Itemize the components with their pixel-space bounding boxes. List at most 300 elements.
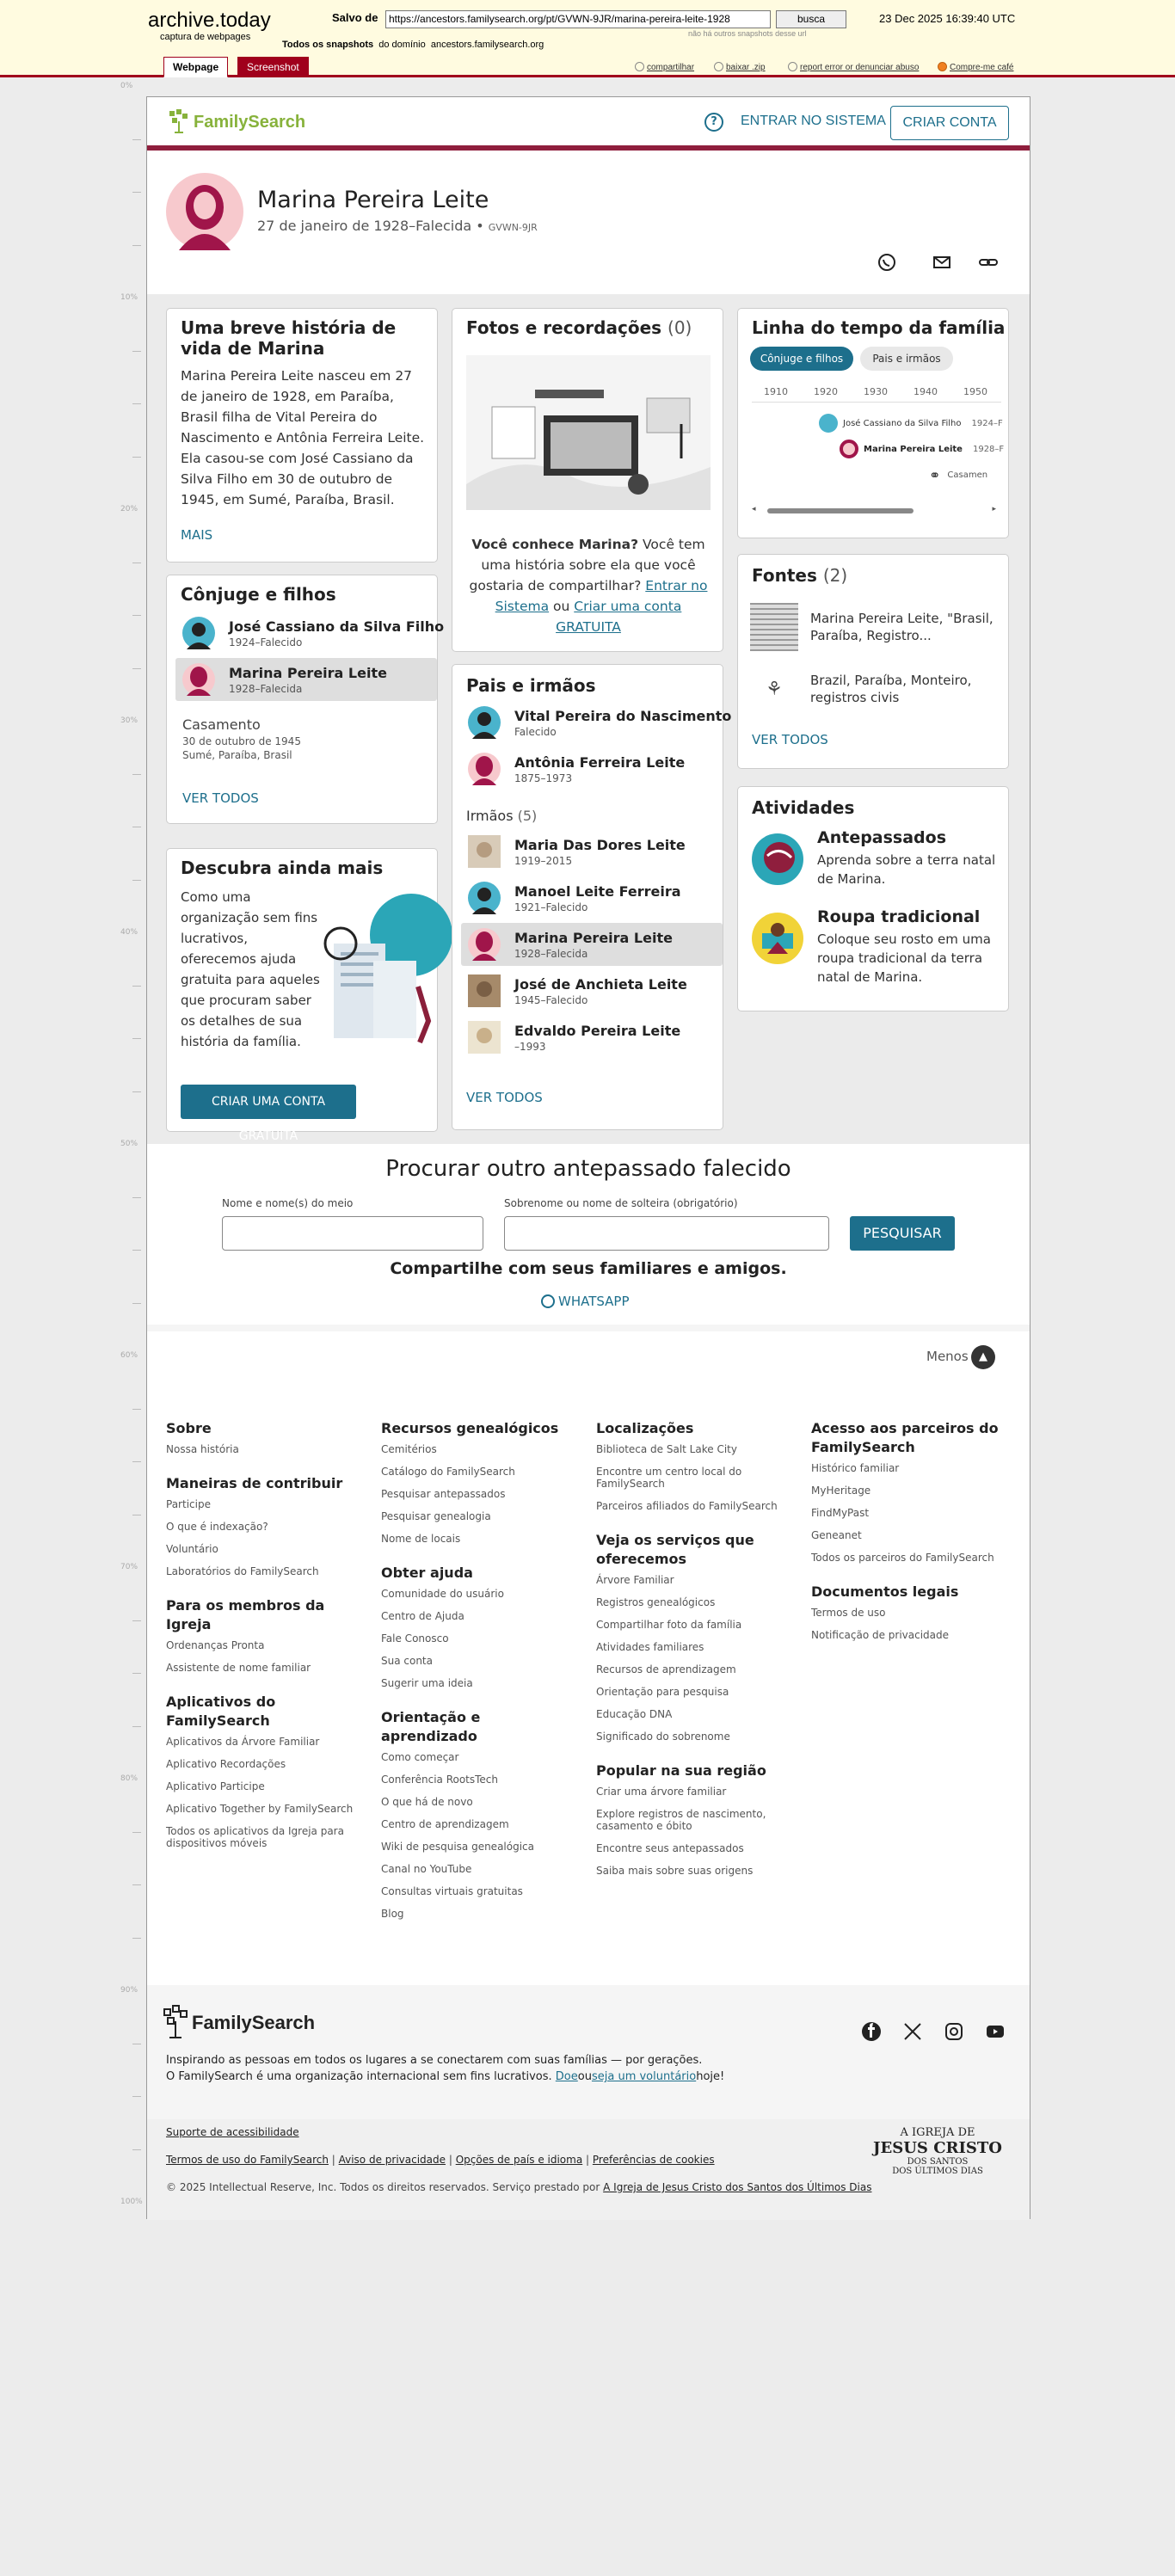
activity-desc: Coloque seu rosto em uma roupa tradicional da terra natal de Marina. <box>817 931 991 985</box>
footer-link[interactable]: Parceiros afiliados do FamilySearch <box>596 1500 778 1512</box>
photo-avatar <box>468 974 501 1007</box>
footer-link[interactable]: Wiki de pesquisa genealógica <box>381 1841 534 1853</box>
footer-nonprofit: O FamilySearch é uma organização internacional sem fins lucrativos. <box>166 2070 552 2083</box>
female-avatar-icon <box>840 440 858 458</box>
copyright-text: © 2025 Intellectual Reserve, Inc. Todos os direitos reservados. Serviço prestado por <box>166 2181 600 2193</box>
person-name: Marina Pereira Leite <box>257 187 489 213</box>
create-free-account-button[interactable]: CRIAR UMA CONTA GRATUITA <box>181 1085 356 1119</box>
all-snapshots-line <box>282 40 544 50</box>
footer-link[interactable]: O que há de novo <box>381 1796 473 1808</box>
photos-create-link[interactable]: Criar uma conta GRATUITA <box>556 599 682 635</box>
whatsapp-share-link[interactable] <box>541 1294 630 1309</box>
ruler-tick <box>132 1938 141 1939</box>
parent-row[interactable] <box>461 701 732 744</box>
ruler-label: 70% <box>120 1563 138 1571</box>
ruler-tick <box>132 1620 141 1621</box>
ruler-label: 80% <box>120 1774 138 1783</box>
family-tree-icon <box>168 109 190 135</box>
sibling-name: Manoel Leite Ferreira <box>514 882 681 900</box>
first-name-label: Nome e nome(s) do meio <box>222 1197 354 1209</box>
timeline-year: 1910 <box>764 386 788 397</box>
less-toggle-label[interactable]: Menos <box>926 1349 969 1364</box>
timeline-title: Linha do tempo da família <box>752 317 1006 338</box>
footer-link[interactable]: Todos os parceiros do FamilySearch <box>811 1552 994 1564</box>
ruler-tick <box>132 2149 141 2150</box>
footer-heading: Recursos genealógicos <box>381 1420 559 1436</box>
ruler-tick <box>132 668 141 669</box>
sibling-row[interactable] <box>461 1016 723 1059</box>
church-link[interactable]: A Igreja de Jesus Cristo dos Santos dos Últimos Dias <box>603 2181 872 2193</box>
ruler-label: 90% <box>120 1986 138 1995</box>
sources-card <box>737 554 1009 769</box>
ruler-label: 20% <box>120 505 138 513</box>
male-avatar-icon <box>819 414 838 433</box>
timeline-year: 1940 <box>914 386 938 397</box>
ruler-tick <box>132 1832 141 1833</box>
email-icon[interactable] <box>932 252 952 273</box>
footer-link[interactable]: Consultas virtuais gratuitas <box>381 1885 523 1897</box>
discover-more-card <box>166 848 438 1143</box>
person-id: GVWN-9JR <box>488 222 538 233</box>
tab-webpage[interactable]: Webpage <box>163 57 228 77</box>
ruler-tick <box>132 1461 141 1462</box>
photos-question: Você conhece Marina? <box>471 537 639 552</box>
spouse-title: Cônjuge e filhos <box>181 584 336 605</box>
activity-desc: Aprenda sobre a terra natal de Marina. <box>817 852 996 887</box>
footer-link[interactable]: Participe <box>166 1498 211 1510</box>
footer-link[interactable]: Nome de locais <box>381 1533 461 1545</box>
source-text: Marina Pereira Leite, "Brasil, Paraíba, Registro... <box>810 611 994 643</box>
footer-link[interactable]: Notificação de privacidade <box>811 1629 950 1641</box>
parents-siblings-card <box>452 664 732 1130</box>
ruler-tick <box>132 774 141 775</box>
parents-see-all-link[interactable]: VER TODOS <box>466 1090 543 1105</box>
sources-title-line <box>752 565 847 586</box>
footer-link[interactable]: Educação DNA <box>596 1708 673 1720</box>
footer-logo[interactable] <box>163 2006 315 2040</box>
search-button[interactable]: PESQUISAR <box>850 1216 955 1251</box>
create-account-button[interactable]: CRIAR CONTA <box>890 106 1009 140</box>
login-link[interactable]: ENTRAR NO SISTEMA <box>741 114 886 128</box>
footer-link[interactable]: Registros genealógicos <box>596 1596 716 1608</box>
footer-link[interactable]: Encontre seus antepassados <box>596 1842 744 1854</box>
footer-today: hoje! <box>696 2070 725 2083</box>
footer-link[interactable]: Recursos de aprendizagem <box>596 1663 736 1675</box>
chevron-up-icon[interactable]: ▲ <box>971 1345 995 1369</box>
footer-link[interactable]: Blog <box>381 1908 404 1920</box>
sibling-row-self[interactable] <box>461 923 723 966</box>
activity-item[interactable] <box>750 828 1000 888</box>
timeline-year: 1950 <box>963 386 987 397</box>
accessibility-link[interactable]: Suporte de acessibilidade <box>166 2126 299 2138</box>
familysearch-logo[interactable] <box>168 109 305 135</box>
footer-heading: Veja os serviços que oferecemos <box>596 1532 754 1567</box>
footer-link[interactable]: Saiba mais sobre suas origens <box>596 1865 754 1877</box>
ruler-label: 0% <box>120 82 133 90</box>
scroll-right-icon[interactable]: ▸ <box>992 505 996 513</box>
spouse-children-card <box>166 575 445 824</box>
footer-link[interactable]: Aplicativo Participe <box>166 1780 265 1792</box>
timeline-entry[interactable] <box>819 414 1003 433</box>
help-icon[interactable]: ? <box>704 113 723 132</box>
sources-title: Fontes <box>752 565 817 586</box>
footer-link[interactable]: Centro de Ajuda <box>381 1610 464 1622</box>
source-item[interactable] <box>750 665 1000 713</box>
more-link[interactable]: MAIS <box>181 527 213 543</box>
ruler-tick <box>132 139 141 140</box>
content-area <box>147 294 1030 1144</box>
activities-title: Atividades <box>752 797 855 818</box>
footer-link[interactable]: Aplicativo Together by FamilySearch <box>166 1803 354 1815</box>
life-story-card <box>166 308 438 563</box>
report-link-label: report error or denunciar abuso <box>800 63 920 72</box>
family-timeline-card <box>737 308 1009 538</box>
donate-link[interactable]: Doe <box>555 2070 578 2083</box>
ruler-tick <box>132 457 141 458</box>
footer-link[interactable]: Aplicativo Recordações <box>166 1758 286 1770</box>
activity-title: Antepassados <box>817 828 947 847</box>
spouse-row[interactable] <box>175 612 445 655</box>
siblings-label: Irmãos <box>466 808 514 824</box>
share-title: Compartilhe com seus familiares e amigos. <box>390 1259 787 1278</box>
footer <box>147 1325 1030 2220</box>
first-name-input[interactable] <box>222 1216 483 1251</box>
cookies-link[interactable]: Preferências de cookies <box>592 2154 715 2166</box>
footer-link[interactable]: Laboratórios do FamilySearch <box>166 1565 319 1577</box>
footer-link[interactable]: Pesquisar genealogia <box>381 1510 491 1522</box>
archive-header <box>0 0 1175 77</box>
ruler-tick <box>132 403 141 404</box>
download-icon <box>714 62 723 71</box>
footer-link[interactable]: Significado do sobrenome <box>596 1731 730 1743</box>
footer-column <box>381 1419 579 1930</box>
saved-from-label: Salvo de <box>332 11 378 24</box>
photos-title: Fotos e recordações <box>466 317 662 338</box>
sibling-dates: 1945–Falecido <box>514 993 588 1006</box>
footer-link[interactable]: Compartilhar foto da família <box>596 1619 742 1631</box>
footer-logo-text: FamilySearch <box>192 2012 316 2033</box>
footer-heading: Popular na sua região <box>596 1762 766 1779</box>
mother-dates: 1875–1973 <box>514 772 573 784</box>
activity-title: Roupa tradicional <box>817 907 981 926</box>
discover-illustration <box>325 883 439 1055</box>
sibling-row[interactable] <box>461 876 723 919</box>
sources-see-all-link[interactable]: VER TODOS <box>752 732 828 747</box>
sources-count: (2) <box>822 565 848 586</box>
last-name-label: Sobrenome ou nome de solteira (obrigatório) <box>504 1197 738 1209</box>
youtube-icon[interactable] <box>985 2021 1006 2042</box>
privacy-link[interactable]: Aviso de privacidade <box>338 2154 446 2166</box>
father-dates: Falecido <box>514 725 557 738</box>
father-name: Vital Pereira do Nascimento <box>514 707 732 724</box>
ruler-label: 40% <box>120 928 138 937</box>
self-dates: 1928–Falecida <box>229 682 303 695</box>
ruler-label: 10% <box>120 293 138 302</box>
archive-logo[interactable]: archive.today <box>148 9 271 32</box>
male-avatar-icon <box>468 882 501 914</box>
sibling-name: Maria Das Dores Leite <box>514 836 686 853</box>
footer-tagline-block <box>166 2052 724 2085</box>
timeline-year: 1920 <box>814 386 838 397</box>
sibling-dates: 1928–Falecida <box>514 947 588 960</box>
globe-icon <box>750 832 805 887</box>
scroll-thumb[interactable] <box>767 508 914 513</box>
ruler-tick <box>132 880 141 881</box>
footer-heading: Localizações <box>596 1420 694 1436</box>
marriage-label: Casamento <box>182 716 261 733</box>
domain-link[interactable]: ancestors.familysearch.org <box>430 40 544 50</box>
search-title: Procurar outro antepassado falecido <box>385 1156 791 1182</box>
ruler-tick <box>132 192 141 193</box>
footer-link[interactable]: Criar uma árvore familiar <box>596 1786 727 1798</box>
snapshot-date: 23 Dec 2025 16:39:40 UTC <box>879 12 1016 25</box>
self-name: Marina Pereira Leite <box>229 664 387 681</box>
ruler-tick <box>132 1197 141 1198</box>
timeline-tab-spouse[interactable]: Cônjuge e filhos <box>750 347 853 371</box>
male-avatar-icon <box>468 706 501 739</box>
church-logo-line: DOS SANTOS <box>907 2157 969 2167</box>
whatsapp-icon[interactable] <box>877 252 897 273</box>
footer-link[interactable]: Assistente de nome familiar <box>166 1662 311 1674</box>
life-story-title: Uma breve história de vida de Marina <box>181 317 397 359</box>
timeline-entry-name: José Cassiano da Silva Filho <box>843 418 962 428</box>
activity-item[interactable] <box>750 907 1000 987</box>
footer-heading: Aplicativos do FamilySearch <box>166 1694 276 1729</box>
footer-link[interactable]: Cemitérios <box>381 1443 437 1455</box>
church-logo-line: A IGREJA DE <box>900 2126 975 2139</box>
spouse-see-all-link[interactable]: VER TODOS <box>182 790 259 806</box>
footer-or: ou <box>577 2070 592 2083</box>
female-avatar-icon <box>182 663 215 696</box>
footer-link[interactable]: Biblioteca de Salt Lake City <box>596 1443 737 1455</box>
share-icon <box>635 62 644 71</box>
self-row[interactable] <box>175 658 437 701</box>
x-twitter-icon[interactable] <box>902 2021 923 2042</box>
footer-link[interactable]: Atividades familiares <box>596 1641 704 1653</box>
scroll-left-icon[interactable]: ◂ <box>752 505 756 513</box>
footer-link[interactable]: Como começar <box>381 1751 459 1763</box>
sibling-dates: –1993 <box>514 1040 546 1053</box>
footer-link[interactable]: Ordenanças Pronta <box>166 1639 265 1651</box>
footer-heading: Para os membros da Igreja <box>166 1597 325 1632</box>
footer-heading: Orientação e aprendizado <box>381 1709 481 1744</box>
photos-title-line <box>466 317 692 338</box>
discover-text: Como uma organização sem fins lucrativos, oferecemos ajuda gratuita para aqueles que procuram saber os detalhes de sua história da família. <box>181 889 320 1049</box>
instagram-icon[interactable] <box>944 2021 964 2042</box>
footer-link[interactable]: Todos os aplicativos da Igreja para dispositivos móveis <box>166 1825 344 1849</box>
sibling-row[interactable] <box>461 969 723 1012</box>
report-icon <box>788 62 797 71</box>
no-other-snapshots-note: não há outros snapshots desse url <box>688 29 807 38</box>
footer-column <box>166 1419 364 1860</box>
source-text: Brazil, Paraíba, Monteiro, registros civis <box>810 673 972 705</box>
footer-link[interactable]: Aplicativos da Árvore Familiar <box>166 1736 320 1748</box>
document-thumbnail <box>750 603 798 651</box>
sibling-name: José de Anchieta Leite <box>514 975 687 993</box>
footer-link[interactable]: O que é indexação? <box>166 1521 268 1533</box>
footer-nonprofit-line <box>166 2069 724 2085</box>
life-story-text: Marina Pereira Leite nasceu em 27 de janeiro de 1928, em Paraíba, Brasil filha de Vital Pereira do Nascimento e Antônia Ferreira Leite. Ela casou-se com José Cassiano da Silva Filho em 30 de outubro de 1945, em Sumé, Paraíba, Brasil. <box>181 368 425 507</box>
share-link-label: compartilhar <box>647 63 695 72</box>
download-link-label: baixar .zip <box>726 63 766 72</box>
siblings-count: (5) <box>517 808 538 824</box>
timeline-year: 1930 <box>864 386 888 397</box>
timeline-marriage <box>929 467 987 483</box>
search-section <box>147 1144 1030 1325</box>
footer-links-area <box>147 1331 1030 1985</box>
last-name-input[interactable] <box>504 1216 829 1251</box>
photos-login-link[interactable]: Entrar no Sistema <box>495 578 708 614</box>
spouse-dates: 1924–Falecido <box>229 636 303 649</box>
footer-link[interactable]: Geneanet <box>811 1529 862 1541</box>
marriage-date: 30 de outubro de 1945 <box>182 735 301 747</box>
sibling-name: Edvaldo Pereira Leite <box>514 1022 681 1039</box>
scroll-ruler <box>120 82 145 2219</box>
parents-title: Pais e irmãos <box>466 675 596 696</box>
footer-link[interactable]: FindMyPast <box>811 1507 870 1519</box>
timeline-entry-dates: 1928–F <box>972 444 1005 454</box>
footer-link[interactable]: Termos de uso <box>811 1607 886 1619</box>
photos-or: ou <box>549 599 575 614</box>
family-tree-icon <box>163 2006 188 2040</box>
tab-screenshot[interactable]: Screenshot <box>237 57 309 77</box>
footer-link[interactable]: Conferência RootsTech <box>381 1774 499 1786</box>
ruler-label: 100% <box>120 2198 143 2206</box>
photos-illustration <box>466 355 711 510</box>
timeline-axis <box>752 402 1001 403</box>
footer-link[interactable]: Centro de aprendizagem <box>381 1818 509 1830</box>
footer-link[interactable]: Catálogo do FamilySearch <box>381 1466 515 1478</box>
parent-row[interactable] <box>461 747 723 790</box>
ruler-tick <box>132 1726 141 1727</box>
person-dates: 27 de janeiro de 1928–Falecida <box>257 218 472 234</box>
source-item[interactable] <box>750 603 1000 651</box>
ruler-tick <box>132 1038 141 1039</box>
logo-text: FamilySearch <box>194 112 306 132</box>
ruler-tick <box>132 986 141 987</box>
sibling-dates: 1919–2015 <box>514 854 573 867</box>
footer-heading: Sobre <box>166 1420 212 1436</box>
whatsapp-label: WHATSAPP <box>558 1294 630 1309</box>
footer-link[interactable]: Voluntário <box>166 1543 218 1555</box>
from-domain-label: do domínio <box>378 40 426 50</box>
female-avatar-icon <box>166 173 243 250</box>
legal-area <box>147 2119 1030 2220</box>
timeline-entry[interactable] <box>840 440 1004 458</box>
archive-url-input[interactable]: https://ancestors.familysearch.org/pt/GVWN-9JR/marina-pereira-leite-1928 <box>385 10 771 28</box>
photo-avatar <box>468 835 501 868</box>
copyright-line <box>166 2181 871 2193</box>
tree-record-icon: ⚘ <box>766 678 783 700</box>
discover-title: Descubra ainda mais <box>181 858 384 878</box>
footer-link[interactable]: Comunidade do usuário <box>381 1588 504 1600</box>
rings-icon: ⚭ <box>929 467 941 483</box>
all-snapshots-label: Todos os snapshots <box>282 40 374 50</box>
coffee-icon <box>938 62 947 71</box>
footer-heading: Obter ajuda <box>381 1565 473 1581</box>
sibling-dates: 1921–Falecido <box>514 901 588 913</box>
footer-link[interactable]: Explore registros de nascimento, casamento e óbito <box>596 1808 766 1832</box>
mother-name: Antônia Ferreira Leite <box>514 753 686 771</box>
footer-link[interactable]: MyHeritage <box>811 1485 871 1497</box>
timeline-tab-parents[interactable]: Pais e irmãos <box>860 347 953 371</box>
female-avatar-icon <box>468 753 501 785</box>
footer-link[interactable]: Sua conta <box>381 1655 433 1667</box>
footer-heading: Documentos legais <box>811 1583 959 1600</box>
footer-link[interactable]: Orientação para pesquisa <box>596 1686 729 1698</box>
coffee-link[interactable] <box>938 62 1013 72</box>
ruler-tick <box>132 1091 141 1092</box>
download-link[interactable] <box>714 62 766 72</box>
footer-heading: Acesso aos parceiros do FamilySearch <box>811 1420 999 1455</box>
ruler-tick <box>132 2096 141 2097</box>
footer-link[interactable]: Encontre um centro local do FamilySearch <box>596 1466 742 1490</box>
female-avatar-icon <box>468 928 501 961</box>
archive-search-button[interactable]: busca <box>776 10 846 28</box>
person-avatar <box>166 173 243 250</box>
footer-link[interactable]: Pesquisar antepassados <box>381 1488 506 1500</box>
ruler-tick <box>132 1250 141 1251</box>
facebook-icon[interactable] <box>861 2021 882 2042</box>
link-icon[interactable] <box>978 252 999 273</box>
photos-count: (0) <box>667 317 692 338</box>
footer-heading: Maneiras de contribuir <box>166 1475 343 1491</box>
timeline-scrollbar[interactable] <box>752 505 996 513</box>
photo-avatar <box>468 1021 501 1054</box>
spouse-name: José Cassiano da Silva Filho <box>229 618 445 635</box>
footer-link[interactable]: Nossa história <box>166 1443 239 1455</box>
photos-memories-card <box>452 308 723 652</box>
timeline-entry-name: Marina Pereira Leite <box>864 444 963 454</box>
ruler-label: 50% <box>120 1140 138 1148</box>
footer-column <box>811 1419 1009 1651</box>
top-nav <box>147 97 1030 151</box>
photos-prompt <box>466 534 711 637</box>
activities-card <box>737 786 1009 1011</box>
volunteer-link[interactable]: seja um voluntário <box>591 2070 697 2083</box>
sibling-row[interactable] <box>461 830 723 873</box>
ruler-tick <box>132 615 141 616</box>
terms-link[interactable]: Termos de uso do FamilySearch <box>166 2154 329 2166</box>
footer-tagline: Inspirando as pessoas em todos os lugares a se conectarem com suas famílias — por gerações. <box>166 2054 703 2067</box>
ruler-tick <box>132 351 141 352</box>
male-avatar-icon <box>182 617 215 649</box>
footer-bottom <box>147 1985 1030 2220</box>
archived-page <box>146 96 1030 2219</box>
footer-link[interactable]: Sugerir uma ideia <box>381 1677 473 1689</box>
archive-subtitle: captura de webpages <box>160 32 251 42</box>
share-link[interactable] <box>635 62 694 72</box>
report-link[interactable] <box>788 62 919 72</box>
coffee-link-label: Compre-me café <box>950 63 1014 72</box>
footer-link[interactable]: Árvore Familiar <box>596 1574 674 1586</box>
country-language-link[interactable]: Opções de país e idioma <box>455 2154 583 2166</box>
church-logo[interactable] <box>873 2126 1002 2176</box>
footer-link[interactable]: Fale Conosco <box>381 1632 449 1645</box>
ruler-tick <box>132 245 141 246</box>
accessibility-line <box>166 2126 299 2138</box>
church-logo-line: JESUS CRISTO <box>873 2139 1002 2157</box>
ruler-label: 30% <box>120 716 138 725</box>
footer-link[interactable]: Histórico familiar <box>811 1462 900 1474</box>
photos-question-rest: Você tem uma história sobre ela que você gostaria de compartilhar? <box>469 537 705 593</box>
person-dates-line: 27 de janeiro de 1928–Falecida • GVWN-9JR <box>257 218 538 234</box>
siblings-heading <box>466 808 537 824</box>
footer-column <box>596 1419 794 1887</box>
ruler-tick <box>132 1409 141 1410</box>
footer-link[interactable]: Canal no YouTube <box>381 1863 472 1875</box>
timeline-marriage-label: Casamen <box>947 470 988 480</box>
